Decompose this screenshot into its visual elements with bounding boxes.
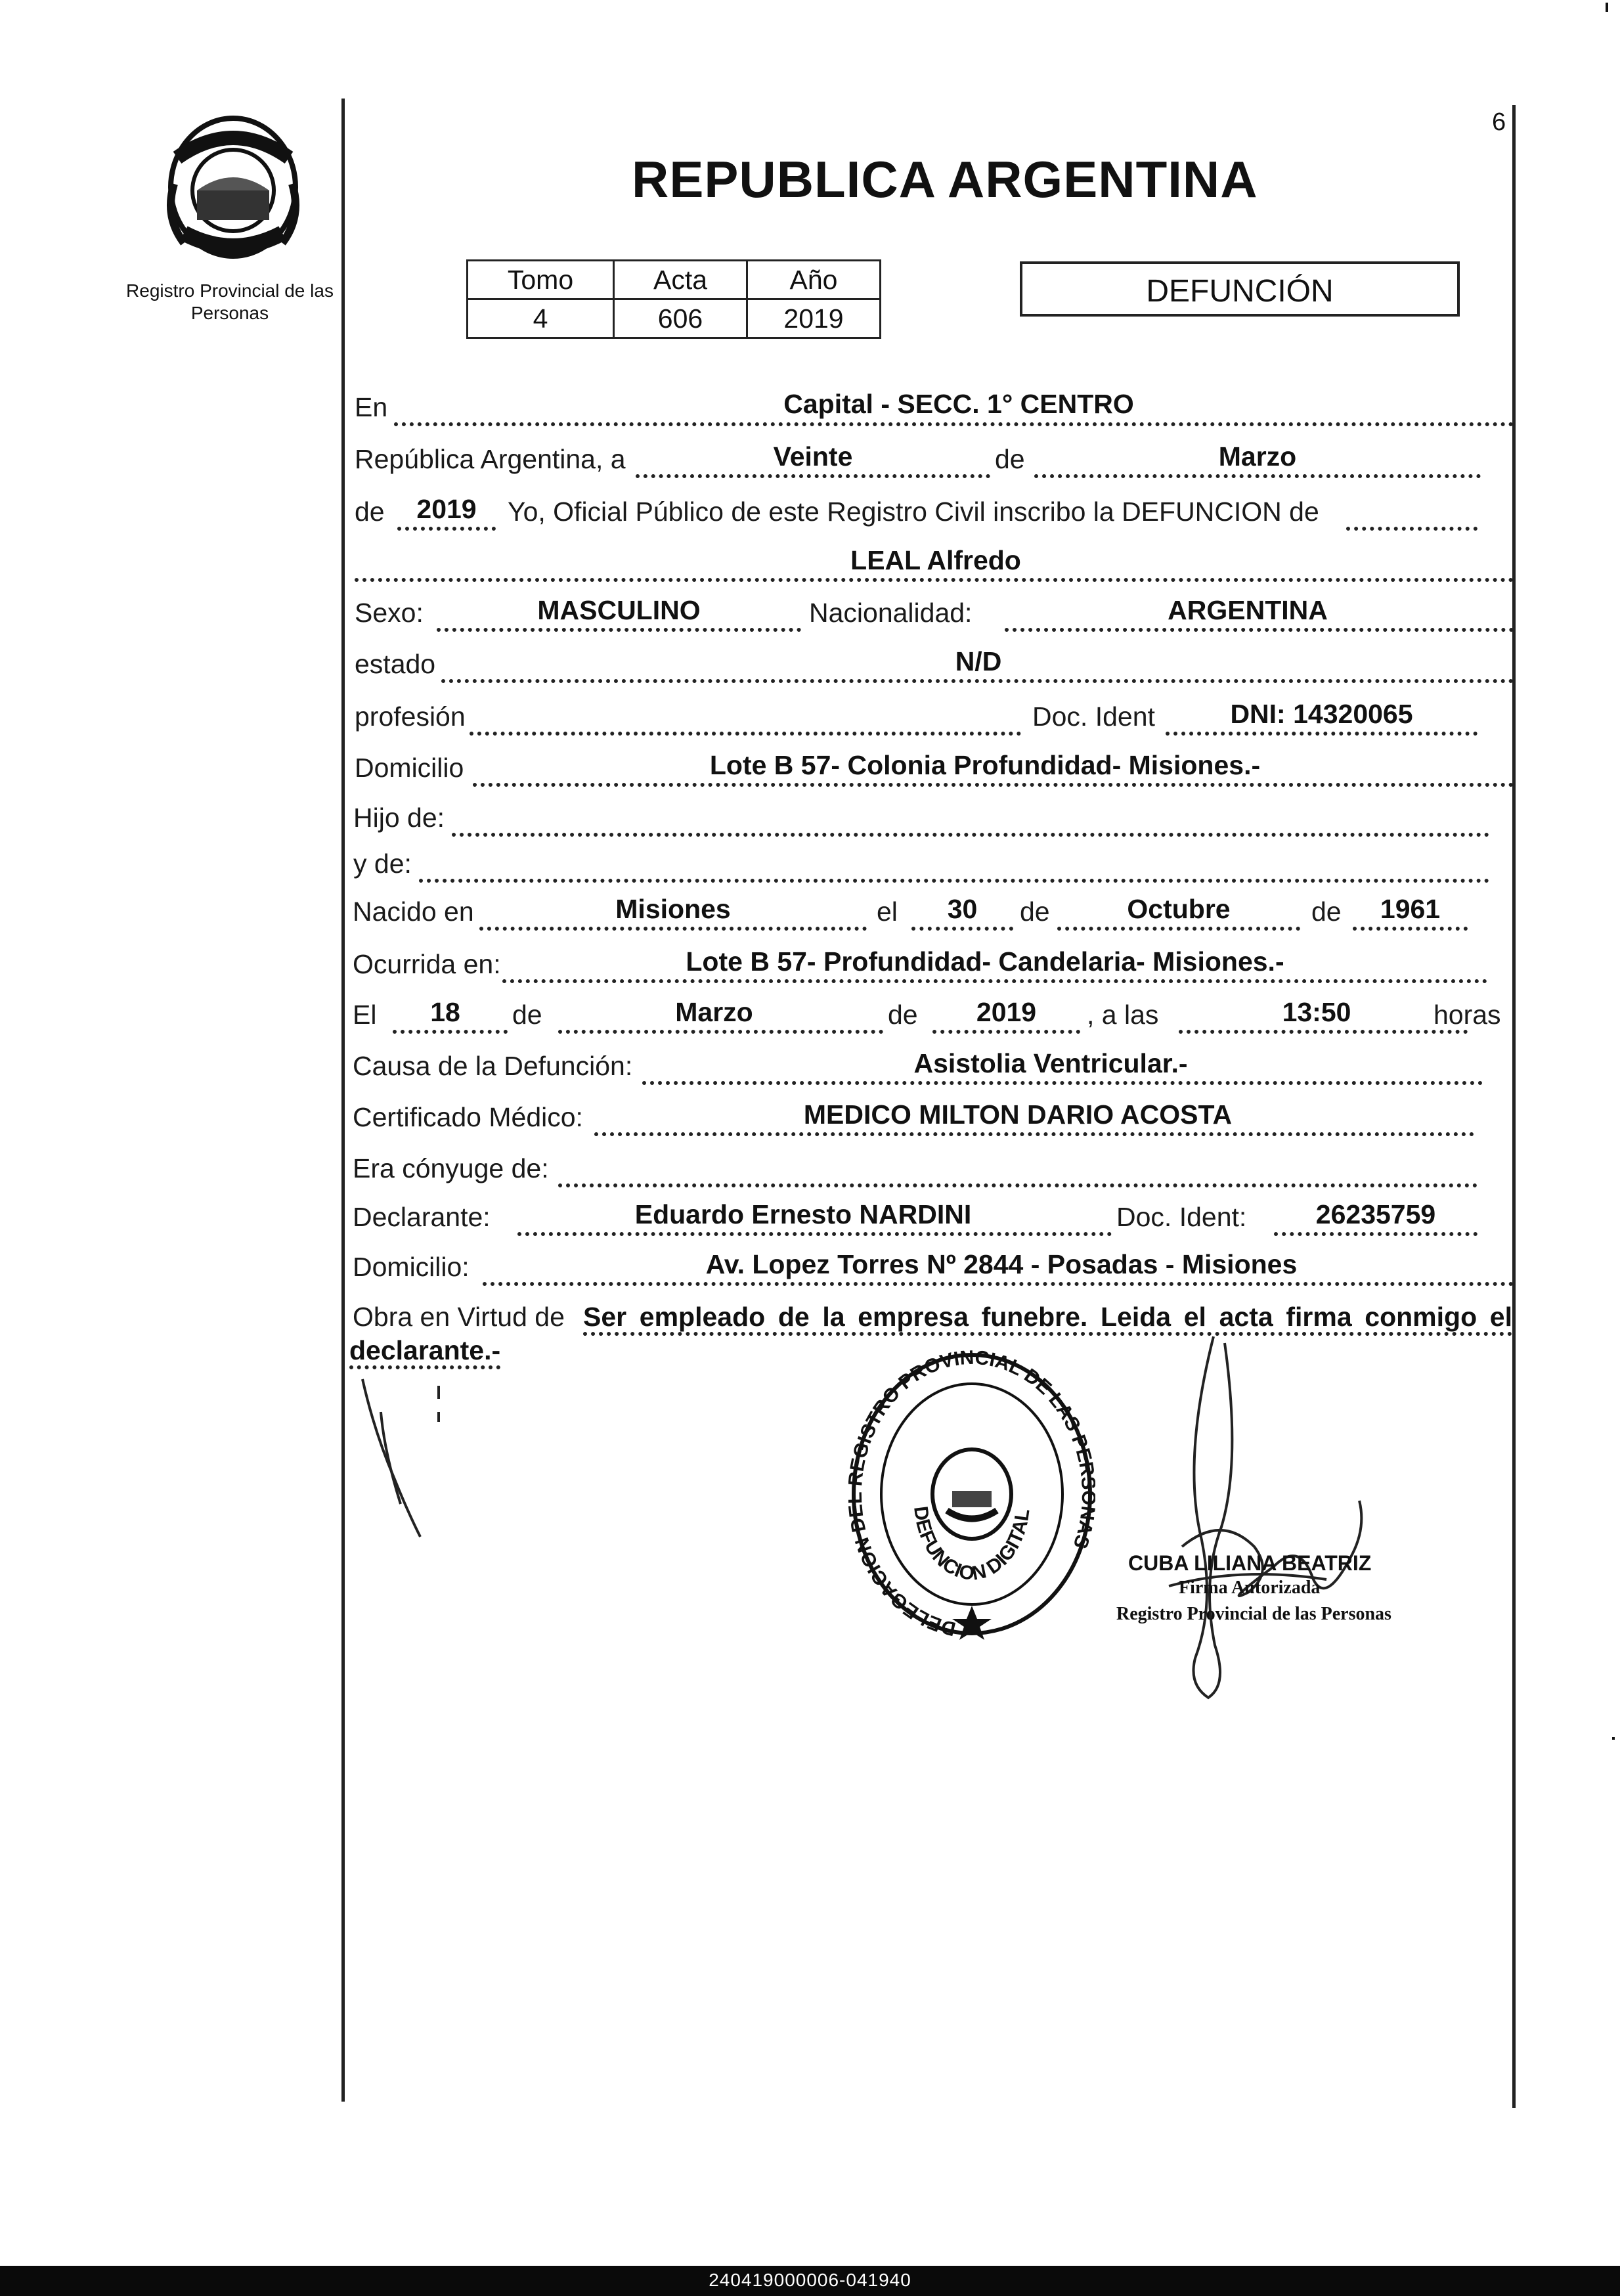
sex-value: MASCULINO	[537, 595, 701, 625]
declarant-address-value: Av. Lopez Torres Nº 2844 - Posadas - Misiones	[705, 1249, 1298, 1279]
sex-line	[437, 628, 801, 632]
mother-line	[419, 879, 1489, 883]
table-header-ano: Año	[747, 261, 881, 299]
seal-inner-text: DEFUNCION DIGITAL	[909, 1505, 1034, 1585]
born-el-label: el	[877, 896, 898, 927]
civil-status-value: N/D	[955, 646, 1002, 676]
declarant-doc-line	[1274, 1232, 1478, 1236]
nationality-value: ARGENTINA	[1168, 595, 1328, 625]
date-day: Veinte	[773, 441, 853, 472]
sex-label: Sexo:	[355, 598, 424, 628]
civil-status-label: estado	[355, 649, 436, 679]
born-year: 1961	[1380, 894, 1441, 924]
page-title: REPUBLICA ARGENTINA	[632, 150, 1258, 208]
born-de1-label: de	[1020, 896, 1050, 927]
deceased-name: LEAL Alfredo	[850, 545, 1021, 575]
record-table	[466, 259, 881, 339]
official-seal	[848, 1350, 1095, 1652]
born-month-line	[1057, 927, 1300, 931]
born-month: Octubre	[1127, 894, 1231, 924]
profession-label: profesión	[355, 701, 466, 732]
born-place-line	[479, 927, 867, 931]
death-time: 13:50	[1282, 997, 1351, 1027]
cause-value: Asistolia Ventricular.-	[913, 1048, 1188, 1078]
born-de2-label: de	[1311, 896, 1342, 927]
doc-line	[1166, 732, 1478, 736]
death-el-label: El	[353, 1000, 377, 1030]
death-month: Marzo	[675, 997, 753, 1027]
barcode-text: 240419000006-041940	[709, 2270, 911, 2290]
declarant-line	[517, 1232, 1112, 1236]
place-value: Capital - SECC. 1° CENTRO	[783, 389, 1134, 419]
doc-value: DNI: 14320065	[1230, 699, 1413, 729]
born-day-line	[911, 927, 1013, 931]
authorized-signature	[1143, 1330, 1438, 1724]
death-time-line	[1179, 1030, 1468, 1034]
declarant-address-line	[483, 1282, 1514, 1286]
born-day: 30	[947, 894, 978, 924]
date-day-line	[636, 474, 990, 478]
certificate-line	[594, 1132, 1474, 1136]
table-header-tomo: Tomo	[468, 261, 614, 299]
hours-label: horas	[1434, 1000, 1501, 1030]
date-prefix-label: República Argentina, a	[355, 444, 626, 474]
occurred-value: Lote B 57- Profundidad- Candelaria- Misiones.-	[686, 946, 1284, 977]
virtue-line2	[349, 1365, 500, 1369]
year-line	[397, 527, 496, 531]
nationality-label: Nacionalidad:	[809, 598, 973, 628]
left-margin-line	[341, 99, 345, 2102]
record-type-box: DEFUNCIÓN	[1020, 261, 1460, 317]
father-label: Hijo de:	[353, 803, 445, 833]
scan-speck	[1612, 1737, 1615, 1740]
declarant-label: Declarante:	[353, 1202, 491, 1232]
virtue-value-line2: declarante.-	[349, 1335, 501, 1365]
office-name: Registro Provincial de las Personas	[126, 280, 334, 323]
stamp-role: Firma Autorizada	[1179, 1578, 1321, 1598]
mother-label: y de:	[353, 849, 412, 879]
death-de2-label: de	[888, 1000, 918, 1030]
right-margin-line	[1512, 105, 1516, 2108]
civil-status-line	[441, 679, 1514, 683]
death-day: 18	[430, 997, 460, 1027]
deceased-name-line	[355, 578, 1514, 582]
declarant-doc-label: Doc. Ident:	[1116, 1202, 1247, 1232]
death-day-line	[393, 1030, 508, 1034]
year-de-label: de	[355, 497, 385, 527]
address-label: Domicilio	[355, 753, 464, 783]
spouse-line	[558, 1183, 1478, 1187]
occurred-label: Ocurrida en:	[353, 949, 501, 979]
cause-label: Causa de la Defunción:	[353, 1051, 633, 1081]
footer-bar	[0, 2266, 1620, 2296]
spouse-label: Era cónyuge de:	[353, 1153, 549, 1183]
statement-line	[1346, 527, 1478, 531]
death-month-line	[558, 1030, 883, 1034]
table-value-acta: 606	[614, 299, 747, 338]
nationality-line	[1005, 628, 1514, 632]
table-value-tomo: 4	[468, 299, 614, 338]
scan-speck	[1606, 3, 1608, 12]
place-label: En	[355, 392, 388, 422]
stamp-name: CUBA LILIANA BEATRIZ	[1128, 1551, 1372, 1575]
born-label: Nacido en	[353, 896, 474, 927]
date-de-label: de	[995, 444, 1025, 474]
cause-line	[642, 1081, 1483, 1085]
table-value-ano: 2019	[747, 299, 881, 338]
virtue-label: Obra en Virtud de	[353, 1302, 565, 1332]
profession-line	[470, 732, 1021, 736]
place-line	[394, 422, 1514, 426]
death-time-label: , a las	[1087, 1000, 1159, 1030]
address-line	[473, 783, 1514, 787]
statement-text: Yo, Oficial Público de este Registro Civil inscribo la DEFUNCION de	[508, 497, 1319, 527]
born-year-line	[1353, 927, 1468, 931]
table-header-acta: Acta	[614, 261, 747, 299]
year-value: 2019	[416, 494, 477, 524]
page-number: 6	[1492, 108, 1506, 136]
declarant-value: Eduardo Ernesto NARDINI	[634, 1199, 972, 1229]
date-month: Marzo	[1218, 441, 1297, 472]
declarant-signature	[355, 1373, 460, 1543]
father-line	[452, 833, 1489, 837]
occurred-line	[502, 979, 1487, 983]
date-month-line	[1034, 474, 1481, 478]
death-year-line	[932, 1030, 1080, 1034]
death-de1-label: de	[512, 1000, 542, 1030]
address-value: Lote B 57- Colonia Profundidad- Misiones.-	[709, 750, 1261, 780]
declarant-doc-value: 26235759	[1315, 1199, 1436, 1229]
certificate-label: Certificado Médico:	[353, 1102, 583, 1132]
virtue-value-line1: Ser empleado de la empresa funebre. Leida el acta firma conmigo el	[583, 1302, 1512, 1332]
coat-of-arms-logo	[158, 112, 309, 263]
doc-label: Doc. Ident	[1032, 701, 1155, 732]
certificate-value: MEDICO MILTON DARIO ACOSTA	[803, 1099, 1233, 1130]
born-place: Misiones	[615, 894, 731, 924]
death-year: 2019	[976, 997, 1037, 1027]
declarant-address-label: Domicilio:	[353, 1252, 470, 1282]
seal-outer-text: DELEGACION D EGISTRO PROVINCIAL DE LAS PE AS	[848, 1350, 1095, 1640]
stamp-office: Registro Provincial de las Personas	[1116, 1604, 1391, 1624]
